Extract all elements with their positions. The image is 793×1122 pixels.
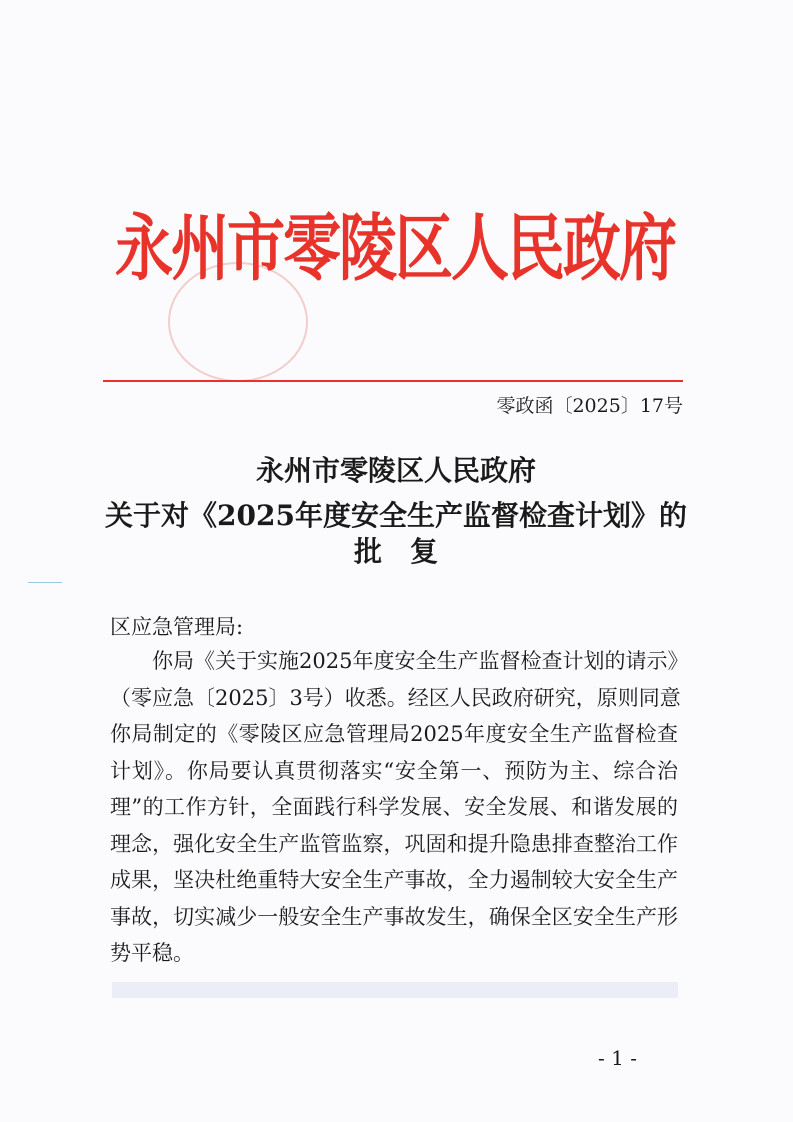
body-line: 成果，坚决杜绝重特大安全生产事故，全力遏制较大安全生产: [110, 868, 678, 892]
document-number: 零政函〔2025〕17号: [496, 395, 683, 417]
title-line-3: 批 复: [353, 535, 438, 568]
body-line: 理”的工作方针，全面践行科学发展、安全发展、和谐发展的: [110, 795, 678, 819]
body-line: 你局《关于实施2025年度安全生产监督检查计划的请示》: [110, 649, 689, 673]
body-line: 势平稳。: [110, 941, 194, 965]
red-divider: [103, 380, 683, 382]
body-line: 你局制定的《零陵区应急管理局2025年度安全生产监督检查: [110, 722, 678, 746]
salutation: 区应急管理局:: [110, 615, 244, 639]
title-line-1: 永州市零陵区人民政府: [255, 454, 536, 487]
body-line: 理念，强化安全生产监管监察，巩固和提升隐患排查整治工作: [110, 832, 678, 856]
body-line: （零应急〔2025〕3号）收悉。经区人民政府研究，原则同意: [110, 686, 681, 710]
body-line: 事故，切实减少一般安全生产事故发生，确保全区安全生产形: [110, 905, 678, 929]
body-line: 计划》。你局要认真贯彻落实“安全第一、预防为主、综合治: [110, 759, 678, 783]
bleed-through: [112, 982, 678, 998]
title-line-2: 关于对《2025年度安全生产监督检查计划》的: [105, 499, 687, 532]
page-number: - 1 -: [598, 1046, 637, 1070]
scan-mark: [28, 582, 62, 583]
issuer-masthead: 永州市零陵区人民政府: [114, 205, 675, 291]
